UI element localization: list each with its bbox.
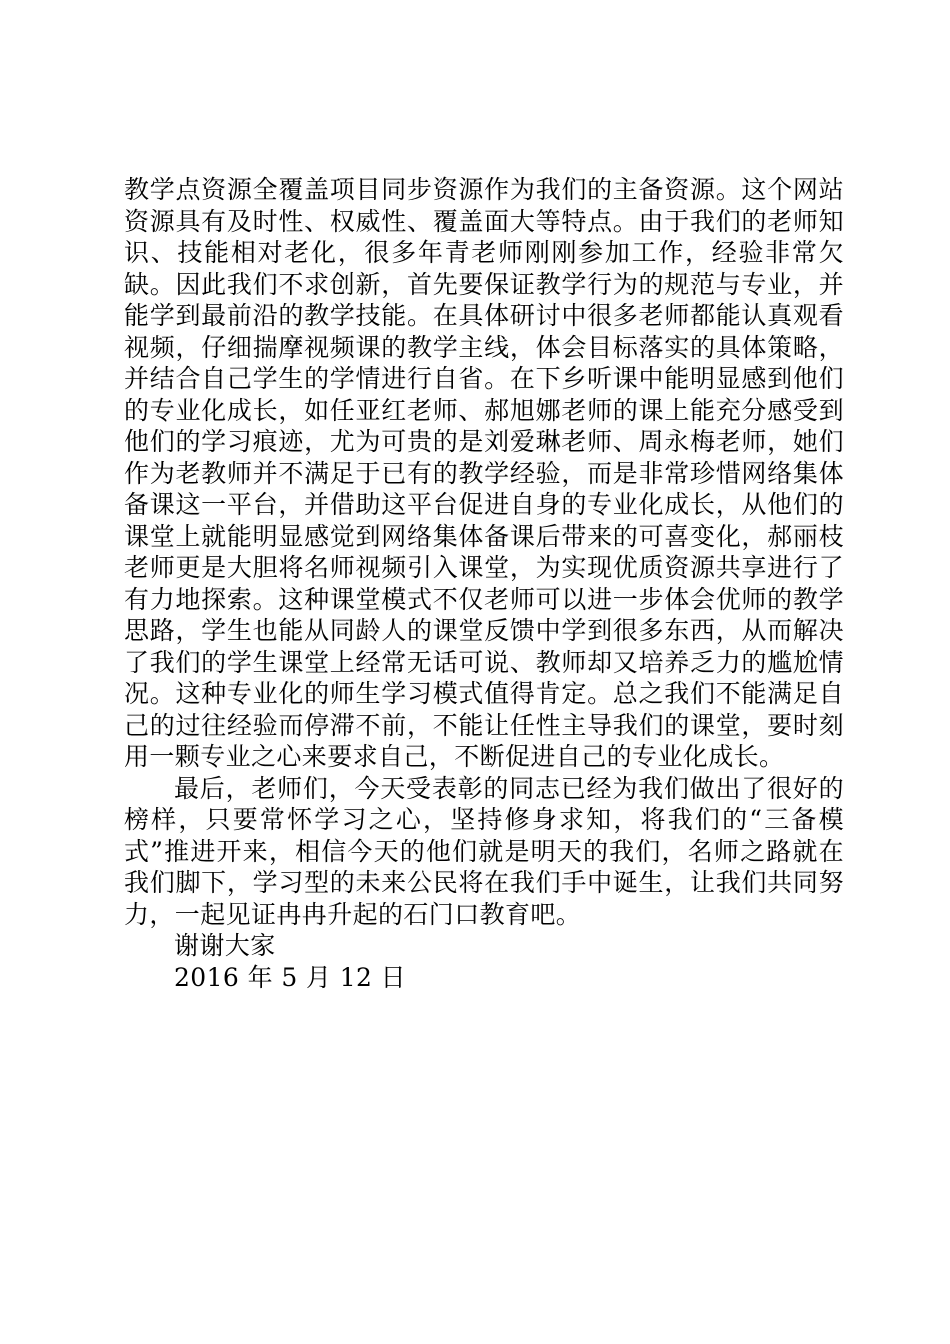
document-date: 2016 年 5 月 12 日: [174, 962, 407, 992]
body-paragraph-2: 最后，老师们，今天受表彰的同志已经为我们做出了很好的榜样，只要常怀学习之心，坚持修身求知，将我们的“三备模式”推进开来，相信今天的他们就是明天的我们，名师之路就在我们脚下，学习型的未来公民将在我们手中诞生，让我们共同努力，一起见证冉冉升起的石门口教育吧。: [124, 773, 844, 929]
closing-thanks: 谢谢大家: [174, 931, 276, 960]
body-paragraph-1: 教学点资源全覆盖项目同步资源作为我们的主备资源。这个网站资源具有及时性、权威性、覆盖面大等特点。由于我们的老师知识、技能相对老化，很多年青老师刚刚参加工作，经验非常欠缺。因此我们不求创新，首先要保证教学行为的规范与专业，并能学到最前沿的教学技能。在具体研讨中很多老师都能认真观看视频，仔细揣摩视频课的教学主线，体会目标落实的具体策略，并结合自己学生的学情进行自省。在下乡听课中能明显感到他们的专业化成长，如任亚红老师、郝旭娜老师的课上能充分感受到他们的学习痕迹，尤为可贵的是刘爱琳老师、周永梅老师，她们作为老教师并不满足于已有的教学经验，而是非常珍惜网络集体备课这一平台，并借助这平台促进自身的专业化成长，从他们的课堂上就能明显感觉到网络集体备课后带来的可喜变化，郝丽枝老师更是大胆将名师视频引入课堂，为实现优质资源共享进行了有力地探索。这种课堂模式不仅老师可以进一步体会优师的教学思路，学生也能从同龄人的课堂反馈中学到很多东西，从而解决了我们的学生课堂上经常无话可说、教师却又培养乏力的尴尬情况。这种专业化的师生学习模式值得肯定。总之我们不能满足自己的过往经验而停滞不前，不能让任性主导我们的课堂，要时刻用一颗专业之心来要求自己，不断促进自己的专业化成长。: [124, 175, 844, 771]
document-body: [124, 174, 844, 993]
